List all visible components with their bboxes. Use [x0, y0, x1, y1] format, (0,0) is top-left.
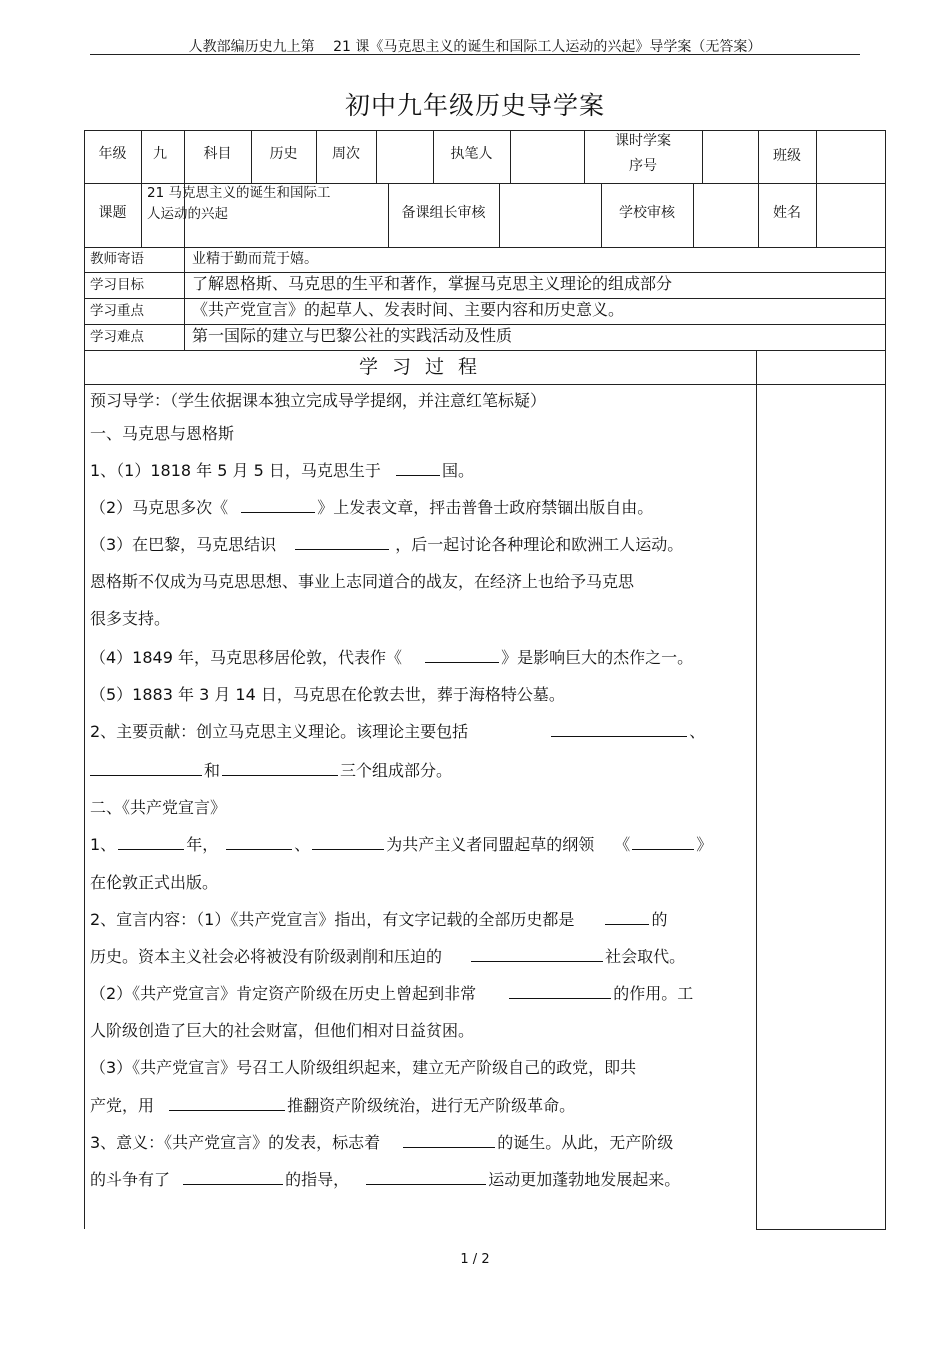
topic-line1: 21 马克思主义的诞生和国际工 — [147, 185, 331, 201]
group-review-field[interactable] — [501, 188, 599, 243]
school-review-label: 学校审核 — [619, 205, 675, 221]
section-heading-2: 二、《共产党宣言》 — [90, 798, 227, 817]
topic-line2: 人运动的兴起 — [147, 206, 228, 222]
question-4-3: （3）《共产党宣言》号召工人阶级组织起来，建立无产阶级自己的政党，即共 — [90, 1058, 637, 1077]
preview-instruction: 预习导学：（学生依据课本独立完成导学提纲，并注意红笔标疑） — [90, 391, 547, 410]
blank-15[interactable] — [169, 1095, 285, 1111]
header-divider — [90, 54, 860, 55]
question-4-2-cont: 人阶级创造了巨大的社会财富，但他们相对日益贫困。 — [90, 1021, 475, 1040]
author-value-field[interactable] — [512, 136, 582, 180]
blank-1[interactable] — [396, 460, 440, 476]
lesson-number-label-line1: 课时学案 — [615, 133, 671, 149]
question-4: 2、宣言内容：（1）《共产党宣言》指出，有文字记载的全部历史都是 的 — [90, 910, 668, 929]
week-value-field[interactable] — [378, 136, 432, 180]
blank-16[interactable] — [403, 1132, 495, 1148]
question-1-4: （4）1849 年，马克思移居伦敦，代表作《 》是影响巨大的杰作之一。 — [90, 648, 694, 667]
blank-4[interactable] — [425, 647, 499, 663]
blank-11[interactable] — [632, 834, 694, 850]
question-4-cont: 历史。资本主义社会必将被没有阶级剥削和压迫的 社会取代。 — [90, 947, 686, 966]
engels-support-text-2: 很多支持。 — [90, 609, 171, 628]
question-3-cont: 在伦敦正式出版。 — [90, 873, 219, 892]
learning-goal-label: 学习目标 — [90, 277, 144, 293]
question-5-cont: 的斗争有了 的指导， 运动更加蓬勃地发展起来。 — [90, 1170, 681, 1189]
question-1-2: （2）马克思多次《 》上发表文章，抨击普鲁士政府禁锢出版自由。 — [90, 498, 654, 517]
blank-2[interactable] — [241, 497, 315, 513]
notes-column[interactable] — [758, 386, 884, 1228]
group-review-label: 备课组长审核 — [401, 205, 486, 221]
blank-12[interactable] — [605, 909, 649, 925]
blank-9[interactable] — [226, 834, 292, 850]
blank-10[interactable] — [312, 834, 384, 850]
learning-difficulty: 第一国际的建立与巴黎公社的实践活动及性质 — [192, 326, 513, 345]
name-field[interactable] — [818, 188, 883, 243]
class-label: 班级 — [773, 148, 801, 164]
learning-focus-label: 学习重点 — [90, 303, 144, 319]
lesson-number-label-line2: 序号 — [629, 158, 657, 174]
blank-8[interactable] — [118, 834, 184, 850]
question-1-1: 1、（1）1818 年 5 月 5 日，马克思生于 国。 — [90, 461, 474, 480]
blank-14[interactable] — [509, 983, 611, 999]
question-4-2: （2）《共产党宣言》肯定资产阶级在历史上曾起到非常 的作用。工 — [90, 984, 694, 1003]
author-label: 执笔人 — [450, 146, 493, 162]
question-4-3-cont: 产党，用 推翻资产阶级统治，进行无产阶级革命。 — [90, 1096, 576, 1115]
learning-focus: 《共产党宣言》的起草人、发表时间、主要内容和历史意义。 — [192, 300, 625, 319]
blank-17[interactable] — [183, 1169, 283, 1185]
week-label: 周次 — [332, 146, 360, 162]
process-title: 学 习 过 程 — [358, 356, 482, 378]
school-review-field[interactable] — [695, 188, 755, 243]
question-5: 3、意义：《共产党宣言》的发表，标志着 的诞生。从此，无产阶级 — [90, 1133, 674, 1152]
subject-value: 历史 — [269, 146, 298, 162]
teacher-message-label: 教师寄语 — [90, 251, 144, 267]
blank-13[interactable] — [471, 946, 603, 962]
blank-18[interactable] — [366, 1169, 486, 1185]
question-2-cont: 和 三个组成部分。 — [90, 758, 452, 781]
class-field[interactable] — [818, 136, 883, 180]
question-1-5: （5）1883 年 3 月 14 日，马克思在伦敦去世，葬于海格特公墓。 — [90, 685, 565, 704]
blank-3[interactable] — [295, 534, 389, 550]
blank-5[interactable] — [551, 721, 687, 737]
question-1-3: （3）在巴黎，马克思结识 ，后一起讨论各种理论和欧洲工人运动。 — [90, 535, 684, 554]
page-number: 1 / 2 — [460, 1252, 490, 1267]
blank-7[interactable] — [222, 760, 338, 776]
question-3: 1、 年， 、 为共产主义者同盟起草的纲领 《 》 — [90, 835, 713, 854]
engels-support-text: 恩格斯不仅成为马克思思想、事业上志同道合的战友，在经济上也给予马克思 — [90, 572, 635, 591]
subject-label: 科目 — [203, 146, 232, 162]
question-2: 2、主要贡献：创立马克思主义理论。该理论主要包括 、 — [90, 722, 706, 741]
topic-label: 课题 — [98, 205, 127, 221]
section-heading-1: 一、马克思与恩格斯 — [90, 424, 235, 443]
teacher-message: 业精于勤而荒于嬉。 — [192, 251, 318, 267]
page-title: 初中九年级历史导学案 — [344, 91, 605, 120]
blank-6[interactable] — [90, 760, 202, 776]
learning-goal: 了解恩格斯、马克思的生平和著作，掌握马克思主义理论的组成部分 — [192, 274, 673, 293]
learning-difficulty-label: 学习难点 — [90, 329, 144, 345]
lesson-number-field[interactable] — [704, 136, 756, 180]
grade-value: 九 — [153, 146, 167, 162]
running-header: 人教部编历史九上第 21 课《马克思主义的诞生和国际工人运动的兴起》导学案（无答案） — [188, 39, 762, 55]
name-label: 姓名 — [773, 205, 801, 221]
grade-label: 年级 — [98, 146, 127, 162]
